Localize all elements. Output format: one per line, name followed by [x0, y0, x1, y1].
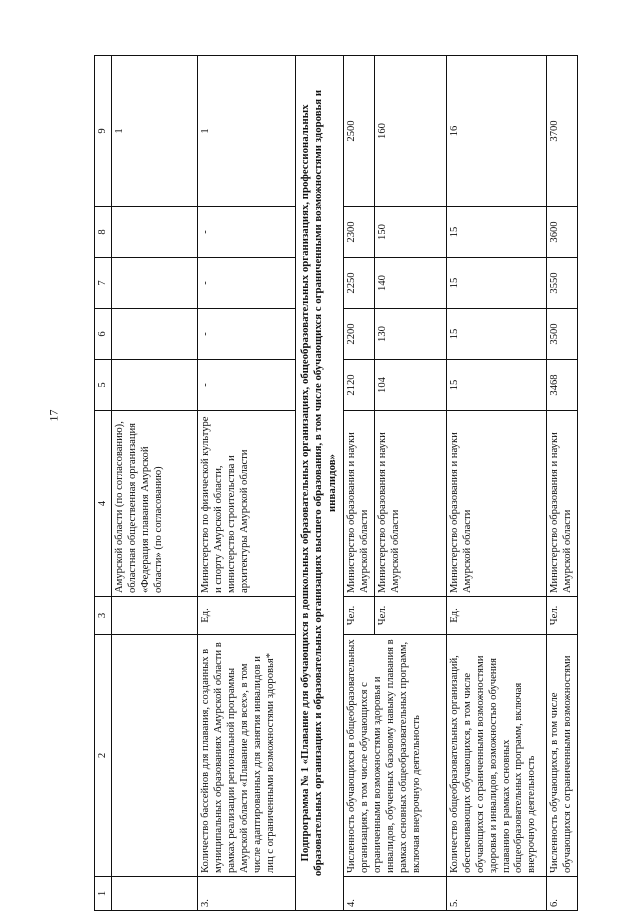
column-header: 4 [95, 411, 112, 597]
value-cell: - [198, 207, 296, 258]
value-cell [112, 258, 198, 309]
indicator-name [112, 635, 198, 877]
row-number: 5. [446, 877, 546, 911]
value-cell: 2500 [344, 56, 375, 207]
value-cell: 3468 [546, 360, 577, 411]
column-header: 3 [95, 597, 112, 635]
executor-cell: Амурской области (по согласованию), областная общественная организация «Федерация плавания Амурской области» (по согласованию) [112, 411, 198, 597]
value-cell: - [198, 360, 296, 411]
executor-cell: Министерство образования и науки Амурской области [374, 411, 446, 597]
value-cell: 15 [446, 360, 546, 411]
executor-cell: Министерство образования и науки Амурской области [344, 411, 375, 597]
column-header: 8 [95, 207, 112, 258]
unit-cell: Ед. [198, 597, 296, 635]
column-header: 1 [95, 877, 112, 911]
unit-cell: Чел. [546, 597, 577, 635]
rotated-table-frame [94, 56, 640, 911]
page-number: 17 [46, 409, 61, 422]
row-number: 6. [546, 877, 577, 911]
value-cell: 2120 [344, 360, 375, 411]
indicators-table [94, 55, 578, 911]
value-cell: 1 [198, 56, 296, 207]
value-cell: 160 [374, 56, 446, 207]
continuation-row [112, 56, 198, 911]
value-cell: 3500 [546, 309, 577, 360]
value-cell: 15 [446, 207, 546, 258]
column-header: 5 [95, 360, 112, 411]
value-cell: - [198, 309, 296, 360]
indicator-name: Количество бассейнов для плавания, созданных в муниципальных образованиях Амурской области в рамках реализации региональной программы Амурской области «Плавание для всех», в том числе адаптированных для занятия инвалидов и лиц с ограниченными возможностями здоровья* [198, 635, 296, 877]
table-row [546, 56, 577, 911]
executor-cell: Министерство по физической культуре и спорту Амурской области, министерство строительства и архитектуры Амурской области [198, 411, 296, 597]
value-cell: 16 [446, 56, 546, 207]
value-cell: 15 [446, 309, 546, 360]
value-cell [112, 207, 198, 258]
value-cell: 2300 [344, 207, 375, 258]
indicator-name: Численность обучающихся, в том числе обучающихся с ограниченными возможностями [546, 635, 577, 877]
value-cell: 2200 [344, 309, 375, 360]
row-number: 4. [344, 877, 447, 911]
value-cell: 150 [374, 207, 446, 258]
value-cell [112, 309, 198, 360]
table-container [94, 56, 640, 911]
indicator-name: Численность обучающихся в общеобразовательных организациях, в том числе обучающихся с ограниченными возможностями здоровья и инвалидов, обученных базовому навыку плавания в рамках основных общеобразовательных программ, включая внеурочную деятельность [344, 635, 447, 877]
value-cell: 2250 [344, 258, 375, 309]
subprogram-title: Подпрограмма № 1 «Плавание для обучающихся в дошкольных образовательных организациях, общеобразовательных организациях, профессиональных образовательных организациях и образовательных организациях высшего образования, в том числе обучающихся с ограниченными возможностями здоровья и инвалидов» [296, 56, 344, 911]
column-header: 9 [95, 56, 112, 207]
column-number-header-row [95, 56, 112, 911]
executor-cell: Министерство образования и науки Амурской области [446, 411, 546, 597]
value-cell: 3700 [546, 56, 577, 207]
indicator-name: Количество общеобразовательных организаций, обеспечивающих обучающихся, в том числе обучающихся с ограниченными возможностями здоровья и инвалидов, возможностью обучения плаванию в рамках основных общеобразовательных программ, включая внеурочную деятельность [446, 635, 546, 877]
row-number [112, 877, 198, 911]
unit-cell: Чел. [344, 597, 375, 635]
column-header: 2 [95, 635, 112, 877]
column-header: 6 [95, 309, 112, 360]
table-row [198, 56, 296, 911]
column-header: 7 [95, 258, 112, 309]
table-row [446, 56, 546, 911]
value-cell: 1 [112, 56, 198, 207]
value-cell [112, 360, 198, 411]
value-cell: 104 [374, 360, 446, 411]
subprogram-row [296, 56, 344, 911]
unit-cell: Чел. [374, 597, 446, 635]
value-cell: 3550 [546, 258, 577, 309]
value-cell: 130 [374, 309, 446, 360]
value-cell: 140 [374, 258, 446, 309]
executor-cell: Министерство образования и науки Амурской области [546, 411, 577, 597]
value-cell: 3600 [546, 207, 577, 258]
value-cell: 15 [446, 258, 546, 309]
unit-cell [112, 597, 198, 635]
table-row [344, 56, 375, 911]
value-cell: - [198, 258, 296, 309]
row-number: 3. [198, 877, 296, 911]
unit-cell: Ед. [446, 597, 546, 635]
